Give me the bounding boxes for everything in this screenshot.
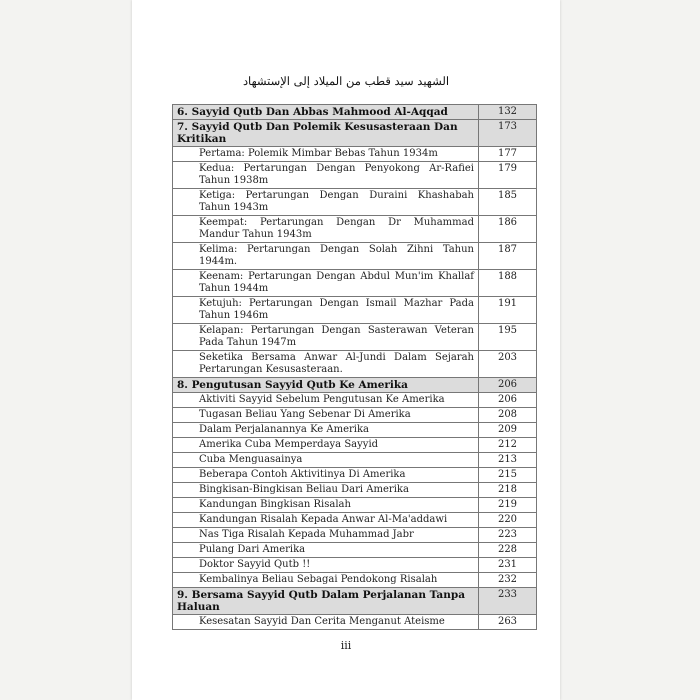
page-number: iii (340, 639, 352, 652)
toc-entry-row (173, 162, 537, 189)
toc-entry-title: Ketujuh: Pertarungan Dengan Ismail Mazhar Pada Tahun 1946m (173, 297, 479, 324)
toc-entry-title: Ketiga: Pertarungan Dengan Duraini Khashabah Tahun 1943m (173, 189, 479, 216)
toc-entry-title: Kandungan Bingkisan Risalah (173, 498, 479, 513)
toc-entry-title: Kelima: Pertarungan Dengan Solah Zihni Tahun 1944m. (173, 243, 479, 270)
toc-entry-row (173, 468, 537, 483)
toc-entry-title: Kandungan Risalah Kepada Anwar Al-Ma'addawi (173, 513, 479, 528)
toc-entry-row (173, 513, 537, 528)
toc-entry-row (173, 147, 537, 162)
toc-entry-row (173, 453, 537, 468)
toc-entry-row (173, 615, 537, 630)
toc-entry-row (173, 324, 537, 351)
toc-entry-page: 195 (479, 324, 537, 351)
toc-entry-row (173, 297, 537, 324)
toc-entry-title: Kelapan: Pertarungan Dengan Sasterawan Veteran Pada Tahun 1947m (173, 324, 479, 351)
toc-entry-page: 233 (479, 588, 537, 615)
toc-entry-title: 6. Sayyid Qutb Dan Abbas Mahmood Al-Aqqad (173, 105, 479, 120)
toc-entry-page: 208 (479, 408, 537, 423)
table-of-contents (172, 104, 537, 630)
toc-entry-page: 219 (479, 498, 537, 513)
toc-entry-row (173, 189, 537, 216)
toc-entry-page: 188 (479, 270, 537, 297)
toc-entry-title: 7. Sayyid Qutb Dan Polemik Kesusasteraan Dan Kritikan (173, 120, 479, 147)
toc-entry-page: 220 (479, 513, 537, 528)
toc-entry-row (173, 528, 537, 543)
toc-entry-title: Seketika Bersama Anwar Al-Jundi Dalam Sejarah Pertarungan Kesusasteraan. (173, 351, 479, 378)
toc-entry-row (173, 483, 537, 498)
toc-entry-row (173, 573, 537, 588)
toc-body (173, 105, 537, 630)
toc-entry-page: 203 (479, 351, 537, 378)
toc-entry-page: 212 (479, 438, 537, 453)
toc-entry-row (173, 408, 537, 423)
toc-entry-title: Pulang Dari Amerika (173, 543, 479, 558)
toc-entry-row (173, 216, 537, 243)
toc-entry-row (173, 438, 537, 453)
toc-entry-page: 223 (479, 528, 537, 543)
toc-entry-page: 232 (479, 573, 537, 588)
toc-entry-title: Kedua: Pertarungan Dengan Penyokong Ar-Rafiei Tahun 1938m (173, 162, 479, 189)
toc-entry-page: 218 (479, 483, 537, 498)
toc-entry-row (173, 351, 537, 378)
toc-entry-page: 186 (479, 216, 537, 243)
toc-entry-page: 263 (479, 615, 537, 630)
toc-entry-page: 206 (479, 378, 537, 393)
toc-entry-row (173, 423, 537, 438)
toc-entry-page: 215 (479, 468, 537, 483)
toc-entry-title: Cuba Menguasainya (173, 453, 479, 468)
toc-entry-title: Nas Tiga Risalah Kepada Muhammad Jabr (173, 528, 479, 543)
toc-entry-page: 209 (479, 423, 537, 438)
toc-section-row (173, 378, 537, 393)
toc-entry-page: 191 (479, 297, 537, 324)
toc-entry-title: Keenam: Pertarungan Dengan Abdul Mun'im Khallaf Tahun 1944m (173, 270, 479, 297)
toc-entry-title: Beberapa Contoh Aktivitinya Di Amerika (173, 468, 479, 483)
toc-entry-page: 179 (479, 162, 537, 189)
toc-entry-title: 8. Pengutusan Sayyid Qutb Ke Amerika (173, 378, 479, 393)
toc-entry-page: 177 (479, 147, 537, 162)
toc-entry-row (173, 498, 537, 513)
toc-entry-page: 206 (479, 393, 537, 408)
toc-entry-title: Aktiviti Sayyid Sebelum Pengutusan Ke Amerika (173, 393, 479, 408)
toc-entry-title: Kesesatan Sayyid Dan Cerita Menganut Ateisme (173, 615, 479, 630)
toc-entry-page: 173 (479, 120, 537, 147)
toc-entry-title: Keempat: Pertarungan Dengan Dr Muhammad Mandur Tahun 1943m (173, 216, 479, 243)
toc-entry-title: Bingkisan-Bingkisan Beliau Dari Amerika (173, 483, 479, 498)
toc-section-row (173, 105, 537, 120)
toc-entry-row (173, 543, 537, 558)
toc-entry-row (173, 558, 537, 573)
toc-entry-row (173, 393, 537, 408)
toc-entry-title: Kembalinya Beliau Sebagai Pendokong Risalah (173, 573, 479, 588)
toc-entry-title: Amerika Cuba Memperdaya Sayyid (173, 438, 479, 453)
toc-entry-title: Dalam Perjalanannya Ke Amerika (173, 423, 479, 438)
toc-entry-title: Pertama: Polemik Mimbar Bebas Tahun 1934m (173, 147, 479, 162)
toc-entry-row (173, 243, 537, 270)
toc-entry-page: 213 (479, 453, 537, 468)
page-header: الشهيد سيد قطب من الميلاد إلى الإستشهاد (242, 74, 450, 88)
toc-entry-row (173, 270, 537, 297)
toc-section-row (173, 588, 537, 615)
toc-entry-title: 9. Bersama Sayyid Qutb Dalam Perjalanan Tanpa Haluan (173, 588, 479, 615)
toc-entry-page: 228 (479, 543, 537, 558)
toc-entry-page: 187 (479, 243, 537, 270)
toc-entry-title: Doktor Sayyid Qutb !! (173, 558, 479, 573)
toc-entry-page: 132 (479, 105, 537, 120)
toc-entry-page: 185 (479, 189, 537, 216)
toc-entry-page: 231 (479, 558, 537, 573)
book-page (132, 0, 560, 700)
toc-entry-title: Tugasan Beliau Yang Sebenar Di Amerika (173, 408, 479, 423)
toc-section-row (173, 120, 537, 147)
